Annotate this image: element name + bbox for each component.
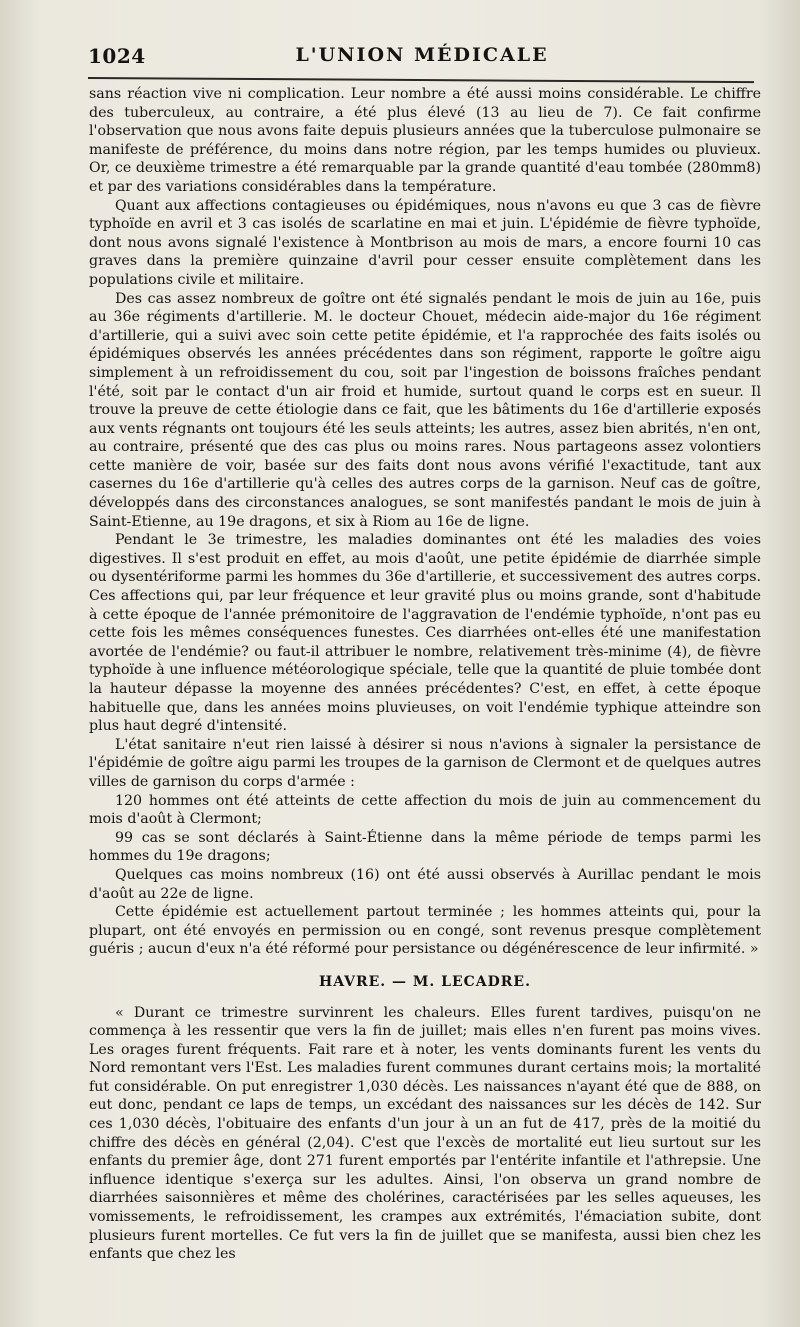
section-title: HAVRE. — M. LECADRE. bbox=[319, 973, 531, 990]
paragraph: 99 cas se sont déclarés à Saint-Étienne dans la même période de temps parmi les hommes du 19e dragons; bbox=[89, 829, 761, 865]
paragraph: L'état sanitaire n'eut rien laissé à désirer si nous n'avions à signaler la persistance de l'épidémie de goître aigu parmi les troupes de la garnison de Clermont et de quelques autres villes de garnison du corps d'armée : bbox=[89, 736, 761, 790]
article-body bbox=[89, 85, 761, 1264]
paragraph: « Durant ce trimestre survinrent les chaleurs. Elles furent tardives, puisqu'on ne commença à les ressentir que vers la fin de juillet; mais elles n'en furent pas moins vives. Les orages furent fréquents. Fait rare et à noter, les vents dominants furent les vents du Nord remontant vers l'Est. Les maladies furent communes durant certains mois; la mortalité fut considérable. On put enregistrer 1,030 décès. Les naissances n'ayant été que de 888, on eut donc, pendant ce laps de temps, un excédant des naissances sur les décès de 142. Sur ces 1,030 décès, l'obituaire des enfants d'un jour à un an fut de 417, près de la moitié du chiffre des décès en général (2,04). C'est que l'excès de mortalité eut lieu surtout sur les enfants du premier âge, dont 271 furent emportés par l'entérite infantile et l'athrepsie. Une influence identique s'exerça sur les adultes. Ainsi, l'on observa un grand nombre de diarrhées saisonnières et même des cholérines, caractérisées par les selles aqueuses, les vomissements, le refroidissement, les crampes aux extrémités, l'émaciation subite, dont plusieurs furent mortelles. Ce fut vers la fin de juillet que se manifesta, aussi bien chez les enfants que chez les bbox=[89, 1004, 761, 1263]
paragraph: Quant aux affections contagieuses ou épidémiques, nous n'avons eu que 3 cas de fièvre typhoïde en avril et 3 cas isolés de scarlatine en mai et juin. L'épidémie de fièvre typhoïde, dont nous avons signalé l'existence à Montbrison au mois de mars, a encore fourni 10 cas graves dans la première quinzaine d'avril pour cesser ensuite complètement dans les populations civile et militaire. bbox=[89, 197, 761, 288]
running-title: L'UNION MÉDICALE bbox=[295, 44, 549, 66]
header-rule bbox=[88, 77, 754, 83]
paragraph: Pendant le 3e trimestre, les maladies dominantes ont été les maladies des voies digestives. Il s'est produit en effet, au mois d'août, une petite épidémie de diarrhée simple ou dysentériforme parmi les hommes du 36e d'artillerie, et successivement des autres corps. Ces affections qui, par leur fréquence et leur gravité plus ou moins grande, sont d'habitude à cette époque de l'année prémonitoire de l'aggravation de l'endémie typhoïde, n'ont pas eu cette fois les mêmes conséquences funestes. Ces diarrhées ont-elles été une manifestation avortée de l'endémie? ou faut-il attribuer le nombre, relativement très-minime (4), de fièvre typhoïde à une influence météorologique spéciale, telle que la quantité de pluie tombée dont la hauteur dépasse la moyenne des années précédentes? C'est, en effet, à cette époque habituelle que, dans les années moins pluvieuses, on voit l'endémie typhique atteindre son plus haut degré d'intensité. bbox=[89, 532, 761, 735]
paragraph: 120 hommes ont été atteints de cette affection du mois de juin au commencement du mois d'août à Clermont; bbox=[89, 792, 761, 828]
page-header bbox=[88, 44, 756, 74]
paragraph: Cette épidémie est actuellement partout terminée ; les hommes atteints qui, pour la plupart, ont été envoyés en permission ou en congé, sont revenus presque complètement guéris ; aucun d'eux n'a été réformé pour persistance ou dégénérescence de leur infirmité. » bbox=[89, 904, 761, 958]
paragraph: Quelques cas moins nombreux (16) ont été aussi observés à Aurillac pendant le mois d'août au 22e de ligne. bbox=[89, 866, 761, 902]
paragraph: Des cas assez nombreux de goître ont été signalés pendant le mois de juin au 16e, puis au 36e régiments d'artillerie. M. le docteur Chouet, médecin aide-major du 16e régiment d'artillerie, qui a suivi avec soin cette petite épidémie, et l'a rapprochée des faits isolés ou épidémiques observés les années précédentes dans son régiment, rapporte le goître aigu simplement à un refroidissement du cou, soit par l'ingestion de boissons fraîches pendant l'été, soit par le contact d'un air froid et humide, surtout quand le corps est en sueur. Il trouve la preuve de cette étiologie dans ce fait, que les bâtiments du 16e d'artillerie exposés aux vents régnants ont toujours été les seuls atteints; les autres, assez bien abrités, n'en ont, au contraire, présenté que des cas plus ou moins rares. Nous partageons assez volontiers cette manière de voir, basée sur des faits dont nous avons vérifié l'exactitude, tant aux casernes du 16e d'artillerie qu'à celles des autres corps de la garnison. Neuf cas de goître, développés dans des circonstances analogues, se sont manifestés pandant le mois de juin à Saint-Etienne, au 19e dragons, et six à Riom au 16e de ligne. bbox=[89, 290, 761, 530]
paragraph: sans réaction vive ni complication. Leur nombre a été aussi moins considérable. Le chiffre des tuberculeux, au contraire, a été plus élevé (13 au lieu de 7). Ce fait confirme l'observation que nous avons faite depuis plusieurs années que la tuberculose pulmonaire se manifeste de préférence, du moins dans notre région, par les temps humides ou pluvieux. Or, ce deuxième trimestre a été remarquable par la grande quantité d'eau tombée (280mm8) et par des variations considérables dans la température. bbox=[89, 86, 761, 195]
page-number: 1024 bbox=[88, 44, 146, 68]
